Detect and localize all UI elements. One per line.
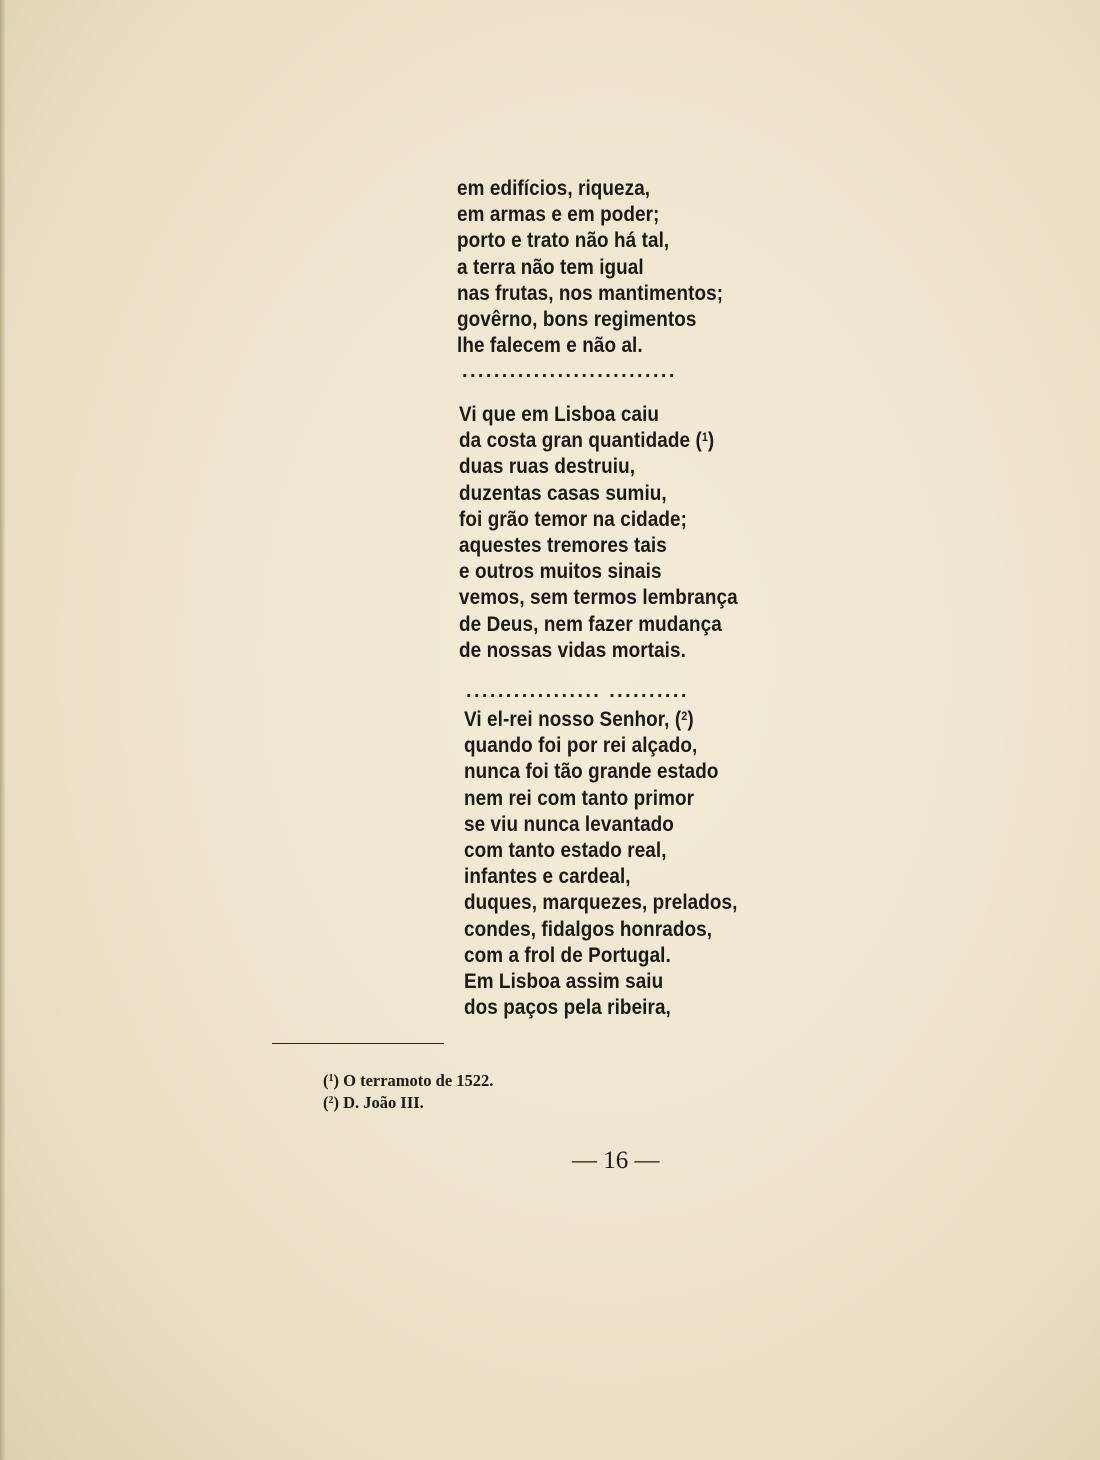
ellipsis-separator: ................. ..........: [466, 680, 689, 702]
footnote: ($^1$) O terramoto de 1522.: [323, 1071, 494, 1090]
verse-line: de Deus, nem fazer mudança: [459, 612, 722, 636]
verse-line: e outros muitos sinais: [459, 560, 662, 584]
verse-line: em armas e em poder;: [457, 203, 660, 227]
page-number: — 16 —: [572, 1147, 660, 1174]
verse-line: Vi que em Lisboa caiu: [459, 403, 660, 426]
footnote-marker: 1: [328, 1073, 334, 1084]
verse-line: em edifícios, riqueza,: [457, 177, 651, 200]
verse-line: infantes e cardeal,: [464, 865, 631, 889]
ellipsis-separator: ...........................: [462, 360, 677, 382]
verse-line: lhe falecem e não al.: [457, 334, 643, 358]
verse-line: Vi el-rei nosso Senhor, ($^2$): [464, 708, 694, 731]
verse-line: vemos, sem termos lembrança: [459, 586, 738, 610]
verse-line: dos paços pela ribeira,: [464, 996, 671, 1020]
verse-line: nunca foi tão grande estado: [464, 760, 719, 784]
verse-line: se viu nunca levantado: [464, 812, 674, 836]
verse-line: quando foi por rei alçado,: [464, 734, 698, 758]
stanza-1: [457, 176, 723, 359]
page-edge-shadow: [0, 0, 6, 1460]
stanza-3: [464, 707, 738, 1021]
verse-line: com tanto estado real,: [464, 839, 667, 863]
verse-line: porto e trato não há tal,: [457, 229, 670, 253]
footnote-marker: 2: [328, 1095, 334, 1106]
verse-line: foi grão temor na cidade;: [459, 507, 688, 531]
verse-line: da costa gran quantidade ($^1$): [459, 429, 715, 453]
verse-line: de nossas vidas mortais.: [459, 638, 686, 662]
verse-line: Em Lisboa assim saiu: [464, 970, 664, 994]
verse-line: govêrno, bons regimentos: [457, 308, 697, 332]
verse-line: a terra não tem igual: [457, 255, 644, 279]
verse-line: nas frutas, nos mantimentos;: [457, 281, 724, 305]
verse-line: duques, marquezes, prelados,: [464, 891, 738, 915]
footnote-ref: 1: [701, 430, 708, 445]
stanza-2: [459, 402, 738, 664]
verse-line: duas ruas destruiu,: [459, 455, 636, 479]
footnote-ref: 2: [681, 709, 688, 723]
verse-line: nem rei com tanto primor: [464, 786, 695, 810]
footnote-rule: [272, 1043, 444, 1044]
verse-line: condes, fidalgos honrados,: [464, 917, 713, 941]
verse-line: com a frol de Portugal.: [464, 943, 671, 967]
verse-line: duzentas casas sumiu,: [459, 481, 667, 505]
footnotes: [323, 1070, 493, 1114]
footnote: ($^2$) D. João III.: [323, 1093, 424, 1112]
verse-line: aquestes tremores tais: [459, 534, 667, 558]
